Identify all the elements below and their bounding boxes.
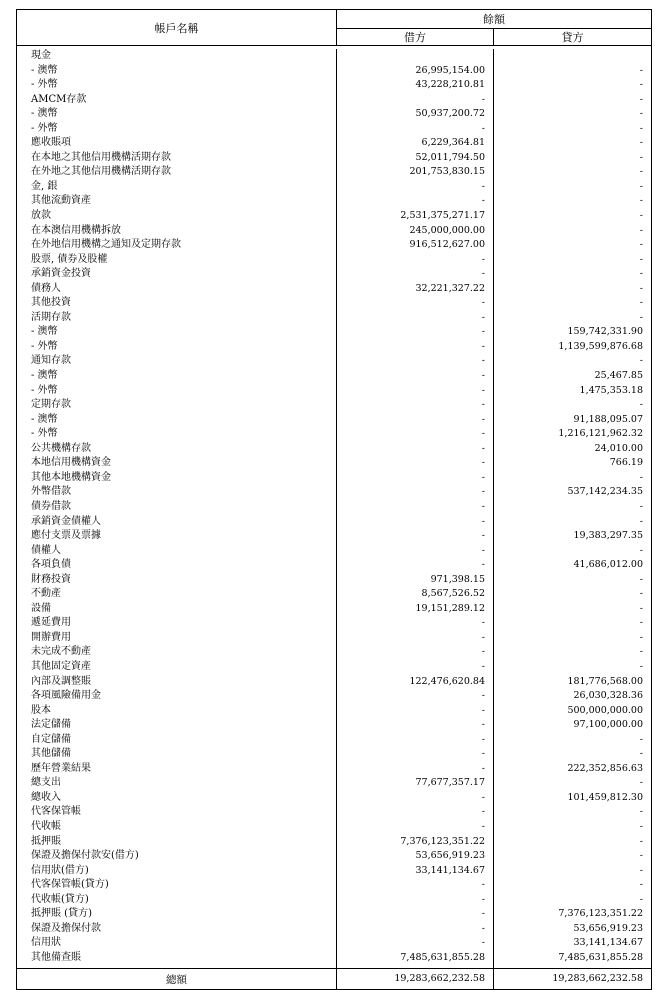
- credit-cell: -: [494, 180, 652, 195]
- table-row: [17, 558, 652, 573]
- account-name-cell: 應付支票及票據: [17, 529, 337, 544]
- debit-cell: 53,656,919.23: [337, 849, 494, 864]
- account-name-cell: - 澳幣: [17, 64, 337, 79]
- table-row: [17, 587, 652, 602]
- table-row: [17, 529, 652, 544]
- debit-cell: 19,151,289.12: [337, 602, 494, 617]
- account-name-cell: 遞延費用: [17, 616, 337, 631]
- table-row: [17, 791, 652, 806]
- table-row: [17, 893, 652, 908]
- debit-cell: 8,567,526.52: [337, 587, 494, 602]
- table-row: [17, 689, 652, 704]
- table-row: [17, 296, 652, 311]
- table-row: [17, 835, 652, 850]
- table-row: [17, 253, 652, 268]
- table-row: [17, 354, 652, 369]
- credit-cell: 1,216,121,962.32: [494, 427, 652, 442]
- table-row: [17, 93, 652, 108]
- debit-cell: -: [337, 747, 494, 762]
- credit-cell: -: [494, 893, 652, 908]
- table-row: [17, 64, 652, 79]
- account-name-cell: 本地信用機構資金: [17, 456, 337, 471]
- account-name-cell: 股票, 債券及股權: [17, 253, 337, 268]
- debit-cell: -: [337, 500, 494, 515]
- account-name-header: 帳戶名稱: [17, 10, 337, 46]
- balance-header: 餘額: [337, 10, 652, 29]
- credit-cell: 97,100,000.00: [494, 718, 652, 733]
- debit-cell: -: [337, 369, 494, 384]
- table-row: [17, 645, 652, 660]
- debit-cell: 7,485,631,855.28: [337, 951, 494, 966]
- table-row: [17, 922, 652, 937]
- credit-cell: 181,776,568.00: [494, 675, 652, 690]
- table-footer: [17, 969, 652, 990]
- debit-cell: -: [337, 645, 494, 660]
- credit-cell: 101,459,812.30: [494, 791, 652, 806]
- debit-cell: -: [337, 253, 494, 268]
- debit-cell: 916,512,627.00: [337, 238, 494, 253]
- credit-cell: -: [494, 165, 652, 180]
- debit-cell: -: [337, 122, 494, 137]
- table-row: [17, 544, 652, 559]
- credit-cell: -: [494, 282, 652, 297]
- account-name-cell: 設備: [17, 602, 337, 617]
- table-row: [17, 136, 652, 151]
- table-row: [17, 180, 652, 195]
- debit-cell: 33,141,134.67: [337, 864, 494, 879]
- debit-cell: -: [337, 311, 494, 326]
- debit-cell: 6,229,364.81: [337, 136, 494, 151]
- account-name-cell: 承銷資金債權人: [17, 515, 337, 530]
- debit-cell: -: [337, 515, 494, 530]
- account-name-cell: 信用狀: [17, 936, 337, 951]
- credit-cell: 53,656,919.23: [494, 922, 652, 937]
- account-name-cell: 債券借款: [17, 500, 337, 515]
- total-credit: 19,283,662,232.58: [494, 969, 652, 990]
- account-rows: [17, 46, 652, 969]
- debit-cell: -: [337, 194, 494, 209]
- debit-cell: -: [337, 485, 494, 500]
- table-row: [17, 602, 652, 617]
- debit-cell: -: [337, 296, 494, 311]
- account-name-cell: - 外幣: [17, 78, 337, 93]
- table-row: [17, 515, 652, 530]
- account-name-cell: 歷年營業結果: [17, 762, 337, 777]
- credit-cell: -: [494, 78, 652, 93]
- credit-cell: -: [494, 616, 652, 631]
- table-row: [17, 747, 652, 762]
- credit-cell: -: [494, 253, 652, 268]
- total-label: 總額: [17, 969, 337, 990]
- account-name-cell: 在本澳信用機構拆放: [17, 224, 337, 239]
- credit-cell: -: [494, 122, 652, 137]
- account-name-cell: 開辦費用: [17, 631, 337, 646]
- account-name-cell: 保證及擔保付款安(借方): [17, 849, 337, 864]
- account-name-cell: 總支出: [17, 776, 337, 791]
- credit-cell: -: [494, 515, 652, 530]
- debit-cell: 7,376,123,351.22: [337, 835, 494, 850]
- table-row: [17, 151, 652, 166]
- table-row: [17, 864, 652, 879]
- credit-cell: 25,467.85: [494, 369, 652, 384]
- debit-cell: -: [337, 631, 494, 646]
- credit-cell: -: [494, 136, 652, 151]
- credit-cell: -: [494, 471, 652, 486]
- credit-cell: -: [494, 311, 652, 326]
- credit-cell: 26,030,328.36: [494, 689, 652, 704]
- credit-cell: 91,188,095.07: [494, 413, 652, 428]
- total-debit: 19,283,662,232.58: [337, 969, 494, 990]
- debit-cell: -: [337, 442, 494, 457]
- table-row: [17, 573, 652, 588]
- table-row: [17, 369, 652, 384]
- credit-cell: 1,475,353.18: [494, 384, 652, 399]
- account-name-cell: 外幣借款: [17, 485, 337, 500]
- account-name-cell: 各項風險備用金: [17, 689, 337, 704]
- table-row: [17, 500, 652, 515]
- debit-cell: -: [337, 718, 494, 733]
- account-name-cell: 股本: [17, 704, 337, 719]
- table-row: [17, 675, 652, 690]
- account-name-cell: 總收入: [17, 791, 337, 806]
- debit-cell: 201,753,830.15: [337, 165, 494, 180]
- account-name-cell: - 外幣: [17, 340, 337, 355]
- table-row: [17, 209, 652, 224]
- debit-cell: -: [337, 180, 494, 195]
- account-name-cell: 定期存款: [17, 398, 337, 413]
- debit-cell: 122,476,620.84: [337, 675, 494, 690]
- account-name-cell: 各項負債: [17, 558, 337, 573]
- debit-cell: -: [337, 427, 494, 442]
- table-row: [17, 311, 652, 326]
- table-row: [17, 820, 652, 835]
- credit-cell: -: [494, 878, 652, 893]
- debit-cell: [337, 49, 494, 64]
- credit-cell: 222,352,856.63: [494, 762, 652, 777]
- table-row: [17, 194, 652, 209]
- table-row: [17, 704, 652, 719]
- account-name-cell: 債權人: [17, 544, 337, 559]
- credit-cell: -: [494, 587, 652, 602]
- credit-cell: -: [494, 238, 652, 253]
- table-row: [17, 878, 652, 893]
- debit-cell: -: [337, 544, 494, 559]
- account-name-cell: 抵押賬: [17, 835, 337, 850]
- credit-cell: -: [494, 864, 652, 879]
- debit-header: 借方: [337, 29, 494, 46]
- debit-cell: 43,228,210.81: [337, 78, 494, 93]
- account-name-cell: 代收帳(貸方): [17, 893, 337, 908]
- account-name-cell: 代客保管帳: [17, 805, 337, 820]
- table-row: [17, 282, 652, 297]
- debit-cell: -: [337, 471, 494, 486]
- credit-cell: -: [494, 398, 652, 413]
- account-name-cell: 其他備查賬: [17, 951, 337, 966]
- account-name-cell: 應收賬項: [17, 136, 337, 151]
- account-name-cell: - 外幣: [17, 122, 337, 137]
- account-name-cell: 在外地信用機構之通知及定期存款: [17, 238, 337, 253]
- account-name-cell: 抵押賬 (貸方): [17, 907, 337, 922]
- credit-cell: [494, 49, 652, 64]
- account-name-cell: 放款: [17, 209, 337, 224]
- table-row: [17, 224, 652, 239]
- credit-cell: -: [494, 776, 652, 791]
- account-name-cell: 承銷資金投資: [17, 267, 337, 282]
- account-name-cell: 信用狀(借方): [17, 864, 337, 879]
- debit-cell: 50,937,200.72: [337, 107, 494, 122]
- credit-cell: 33,141,134.67: [494, 936, 652, 951]
- table-row: [17, 471, 652, 486]
- credit-cell: -: [494, 296, 652, 311]
- debit-cell: -: [337, 325, 494, 340]
- credit-cell: 7,376,123,351.22: [494, 907, 652, 922]
- credit-cell: -: [494, 194, 652, 209]
- credit-cell: -: [494, 267, 652, 282]
- account-name-cell: 現金: [17, 49, 337, 64]
- debit-cell: 52,011,794.50: [337, 151, 494, 166]
- table-row: [17, 442, 652, 457]
- credit-cell: -: [494, 151, 652, 166]
- table-row: [17, 49, 652, 64]
- debit-cell: -: [337, 805, 494, 820]
- table-row: [17, 398, 652, 413]
- table-row: [17, 384, 652, 399]
- table-row: [17, 660, 652, 675]
- credit-cell: -: [494, 107, 652, 122]
- debit-cell: 77,677,357.17: [337, 776, 494, 791]
- credit-cell: 159,742,331.90: [494, 325, 652, 340]
- debit-cell: -: [337, 529, 494, 544]
- table-row: [17, 907, 652, 922]
- table-row: [17, 631, 652, 646]
- debit-cell: -: [337, 893, 494, 908]
- credit-cell: 500,000,000.00: [494, 704, 652, 719]
- account-name-cell: 不動產: [17, 587, 337, 602]
- account-name-cell: 未完成不動產: [17, 645, 337, 660]
- trial-balance-table: [16, 9, 652, 990]
- debit-cell: -: [337, 820, 494, 835]
- account-name-cell: 金, 銀: [17, 180, 337, 195]
- trial-balance-sheet: [16, 9, 651, 986]
- account-name-cell: 代收帳: [17, 820, 337, 835]
- table-row: [17, 805, 652, 820]
- credit-cell: -: [494, 645, 652, 660]
- account-name-cell: - 外幣: [17, 427, 337, 442]
- table-row: [17, 107, 652, 122]
- debit-cell: 245,000,000.00: [337, 224, 494, 239]
- credit-cell: -: [494, 805, 652, 820]
- account-name-cell: 代客保管帳(貸方): [17, 878, 337, 893]
- table-row: [17, 762, 652, 777]
- table-row: [17, 936, 652, 951]
- account-name-cell: 法定儲備: [17, 718, 337, 733]
- credit-cell: -: [494, 835, 652, 850]
- credit-cell: -: [494, 631, 652, 646]
- credit-cell: 41,686,012.00: [494, 558, 652, 573]
- debit-cell: -: [337, 456, 494, 471]
- account-name-cell: - 澳幣: [17, 325, 337, 340]
- credit-cell: -: [494, 500, 652, 515]
- table-row: [17, 456, 652, 471]
- debit-cell: -: [337, 762, 494, 777]
- table-row: [17, 340, 652, 355]
- account-name-cell: - 外幣: [17, 384, 337, 399]
- table-row: [17, 165, 652, 180]
- debit-cell: -: [337, 936, 494, 951]
- credit-cell: -: [494, 602, 652, 617]
- account-name-cell: 活期存款: [17, 311, 337, 326]
- credit-cell: 766.19: [494, 456, 652, 471]
- credit-cell: 537,142,234.35: [494, 485, 652, 500]
- table-row: [17, 849, 652, 864]
- table-row: [17, 718, 652, 733]
- table-row: [17, 733, 652, 748]
- debit-cell: -: [337, 689, 494, 704]
- debit-cell: -: [337, 616, 494, 631]
- account-name-cell: 通知存款: [17, 354, 337, 369]
- debit-cell: -: [337, 267, 494, 282]
- debit-cell: -: [337, 93, 494, 108]
- credit-cell: -: [494, 64, 652, 79]
- table-header: [17, 10, 652, 46]
- account-name-cell: AMCM存款: [17, 93, 337, 108]
- debit-cell: -: [337, 791, 494, 806]
- debit-cell: -: [337, 413, 494, 428]
- account-name-cell: - 澳幣: [17, 369, 337, 384]
- table-row: [17, 427, 652, 442]
- account-name-cell: 其他儲備: [17, 747, 337, 762]
- credit-cell: -: [494, 209, 652, 224]
- debit-cell: 26,995,154.00: [337, 64, 494, 79]
- table-row: [17, 238, 652, 253]
- account-name-cell: 在外地之其他信用機構活期存款: [17, 165, 337, 180]
- credit-cell: 7,485,631,855.28: [494, 951, 652, 966]
- account-name-cell: 公共機構存款: [17, 442, 337, 457]
- credit-header: 貸方: [494, 29, 652, 46]
- credit-cell: 19,383,297.35: [494, 529, 652, 544]
- debit-cell: -: [337, 340, 494, 355]
- credit-cell: -: [494, 354, 652, 369]
- table-row: [17, 776, 652, 791]
- debit-cell: -: [337, 384, 494, 399]
- account-name-cell: - 澳幣: [17, 413, 337, 428]
- credit-cell: -: [494, 660, 652, 675]
- account-name-cell: 債務人: [17, 282, 337, 297]
- table-row: [17, 485, 652, 500]
- table-row: [17, 267, 652, 282]
- credit-cell: -: [494, 224, 652, 239]
- debit-cell: -: [337, 558, 494, 573]
- debit-cell: -: [337, 398, 494, 413]
- table-row: [17, 122, 652, 137]
- account-name-cell: 保證及擔保付款: [17, 922, 337, 937]
- debit-cell: -: [337, 922, 494, 937]
- credit-cell: -: [494, 747, 652, 762]
- table-row: [17, 951, 652, 966]
- credit-cell: -: [494, 573, 652, 588]
- debit-cell: -: [337, 878, 494, 893]
- table-row: [17, 616, 652, 631]
- account-name-cell: 自定儲備: [17, 733, 337, 748]
- table-row: [17, 78, 652, 93]
- credit-cell: -: [494, 820, 652, 835]
- account-name-cell: 其他投資: [17, 296, 337, 311]
- account-name-cell: 其他固定資產: [17, 660, 337, 675]
- table-row: [17, 325, 652, 340]
- credit-cell: 1,139,599,876.68: [494, 340, 652, 355]
- credit-cell: 24,010.00: [494, 442, 652, 457]
- credit-cell: -: [494, 849, 652, 864]
- table-row: [17, 413, 652, 428]
- debit-cell: -: [337, 907, 494, 922]
- account-name-cell: 在本地之其他信用機構活期存款: [17, 151, 337, 166]
- credit-cell: -: [494, 733, 652, 748]
- debit-cell: 971,398.15: [337, 573, 494, 588]
- account-name-cell: 內部及調整賬: [17, 675, 337, 690]
- credit-cell: -: [494, 544, 652, 559]
- debit-cell: 2,531,375,271.17: [337, 209, 494, 224]
- debit-cell: -: [337, 354, 494, 369]
- debit-cell: -: [337, 733, 494, 748]
- debit-cell: 32,221,327.22: [337, 282, 494, 297]
- account-name-cell: 其他流動資產: [17, 194, 337, 209]
- account-name-cell: 財務投資: [17, 573, 337, 588]
- account-name-cell: 其他本地機構資金: [17, 471, 337, 486]
- debit-cell: -: [337, 704, 494, 719]
- debit-cell: -: [337, 660, 494, 675]
- account-name-cell: - 澳幣: [17, 107, 337, 122]
- credit-cell: -: [494, 93, 652, 108]
